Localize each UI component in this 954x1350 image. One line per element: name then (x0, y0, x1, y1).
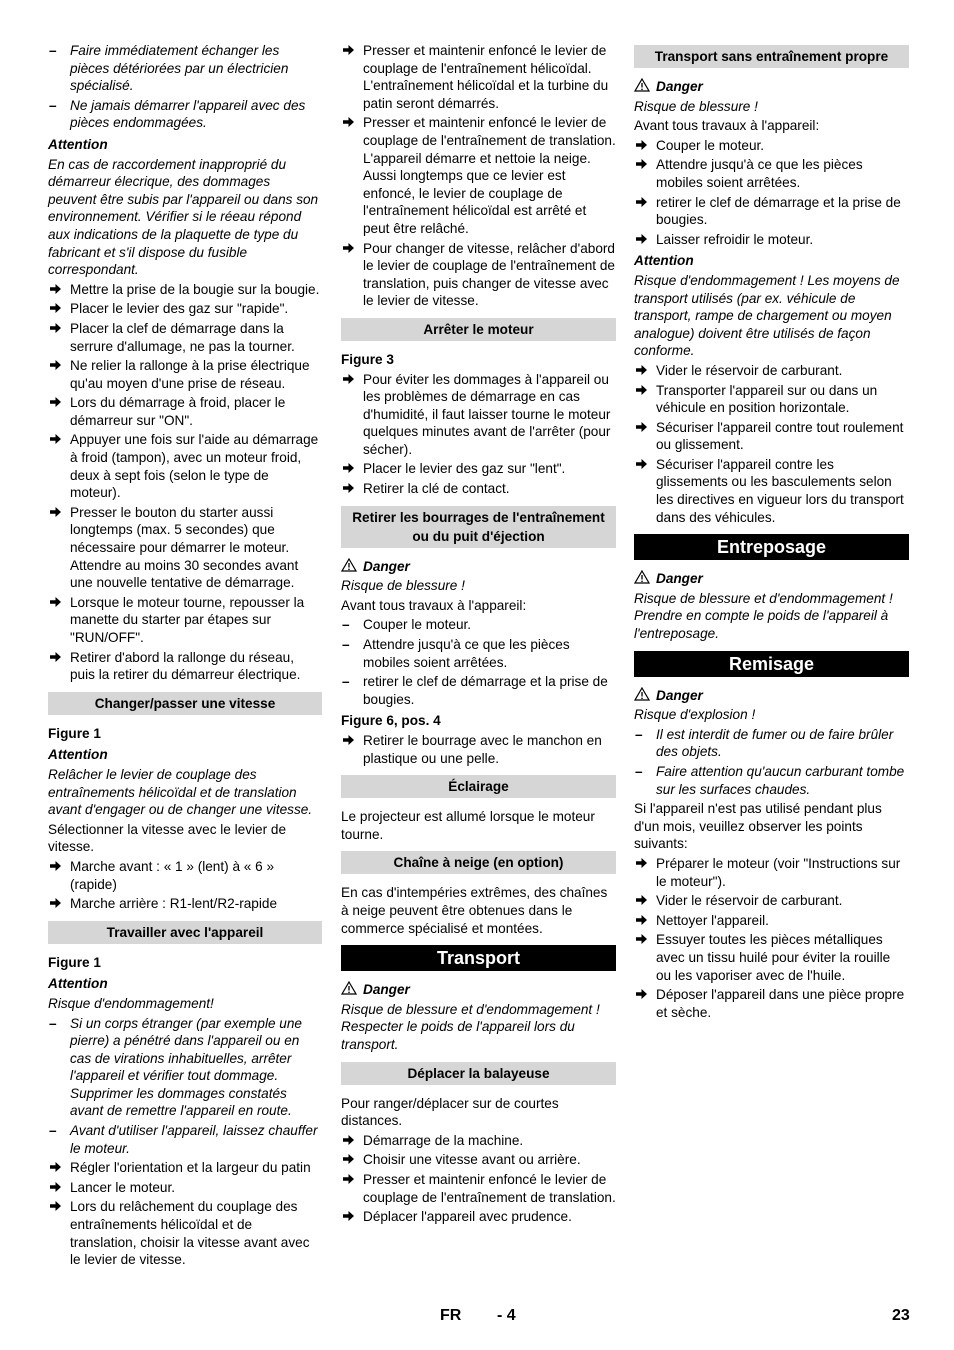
list-item-text: Démarrage de la machine. (363, 1132, 524, 1148)
dash-list (48, 42, 322, 132)
list-item (341, 636, 616, 671)
dash-bullet: – (49, 43, 57, 58)
list-item (634, 892, 909, 910)
list-item (634, 419, 909, 454)
list-item (48, 300, 322, 318)
arrow-bullet-icon (635, 362, 648, 380)
arrow-bullet-icon (342, 42, 355, 60)
heading-transport: Transport (341, 945, 616, 971)
list-item-text: Pour changer de vitesse, relâcher d'abord le levier de couplage de l'entraînement de translation, puis changer de vitesse avec le levier de vitesse. (363, 240, 615, 309)
danger-label (341, 558, 616, 576)
arrow-bullet-icon (342, 1171, 355, 1189)
danger-text: Risque de blessure et d'endommagement ! Prendre en compte le poids de l'appareil à l'entreposage. (634, 590, 893, 642)
danger-label (341, 981, 616, 999)
list-item-text: Faire attention qu'aucun carburant tombe sur les surfaces chaudes. (656, 764, 905, 797)
arrow-bullet-icon (49, 320, 62, 338)
danger-label (634, 687, 909, 705)
list-item (48, 431, 322, 501)
list-item-text: Ne jamais démarrer l'appareil avec des pièces endommagées. (70, 97, 306, 131)
list-item (341, 1208, 616, 1226)
list-item-text: Couper le moteur. (363, 617, 472, 633)
list-item (341, 616, 616, 634)
list-item-text: Régler l'orientation et la largeur du patin (70, 1160, 311, 1176)
list-item-text: Couper le moteur. (656, 137, 765, 153)
list-item (634, 156, 909, 191)
arrow-bullet-icon (49, 858, 62, 876)
list-item-text: Vider le réservoir de carburant. (656, 893, 843, 909)
list-item (341, 732, 616, 767)
list-item-text: Il est interdit de fumer ou de faire brûler des objets. (656, 726, 894, 760)
heading-arreter-moteur: Arrêter le moteur (341, 318, 616, 341)
list-item-text: Sécuriser l'appareil contre tout roulement ou glissement. (656, 419, 904, 453)
paragraph: Avant tous travaux à l'appareil: (341, 597, 527, 613)
danger-label-text: Danger (656, 687, 703, 703)
danger-text: Risque de blessure et d'endommagement ! Respecter le poids de l'appareil lors du transport. (341, 1001, 600, 1052)
list-item-text: Vider le réservoir de carburant. (656, 362, 843, 378)
arrow-bullet-icon (635, 456, 648, 474)
danger-text: Risque d'explosion ! (634, 707, 756, 723)
arrow-bullet-icon (49, 649, 62, 667)
list-item (341, 371, 616, 459)
warning-triangle-icon (341, 558, 357, 572)
heading-remisage: Remisage (634, 651, 909, 677)
arrow-bullet-icon (49, 300, 62, 318)
list-item-text: Avant d'utiliser l'appareil, laissez chauffer le moteur. (70, 1123, 318, 1156)
paragraph: Avant tous travaux à l'appareil: (634, 118, 820, 134)
footer-language: FR (440, 1307, 462, 1324)
arrow-bullet-icon (635, 912, 648, 930)
list-item (341, 480, 616, 498)
arrow-list (48, 858, 322, 913)
list-item (48, 858, 322, 893)
list-item (634, 986, 909, 1021)
arrow-list (48, 1159, 322, 1269)
list-item (341, 460, 616, 478)
danger-label-text: Danger (656, 79, 703, 94)
list-item (341, 1151, 616, 1169)
danger-label-text: Danger (656, 571, 703, 587)
list-item (48, 394, 322, 429)
arrow-bullet-icon (635, 231, 648, 249)
arrow-bullet-icon (49, 357, 62, 375)
arrow-bullet-icon (635, 855, 648, 873)
arrow-bullet-icon (635, 137, 648, 155)
figure-ref: Figure 3 (341, 351, 394, 367)
page-number: 23 (892, 1307, 910, 1324)
list-item-text: Préparer le moteur (voir "Instructions sur le moteur"). (656, 855, 901, 889)
list-item (341, 42, 616, 112)
arrow-bullet-icon (342, 732, 355, 750)
warning-triangle-icon (341, 981, 357, 995)
list-item-text: Déplacer l'appareil avec prudence. (363, 1209, 572, 1225)
list-item-text: Sécuriser l'appareil contre les glissements ou les basculements selon les directives en vigueur lors du transport dans des véhicules. (656, 456, 904, 525)
list-item (48, 1198, 322, 1268)
list-item-text: Presser et maintenir enfoncé le levier de couplage de l'entraînement de translation. L'appareil démarre et nettoie la neige. Aussi longtemps que ce levier est enfoncé, le levier de couplage de l'entraînement hélicoïdal est arrêté et peut être relâché. (363, 115, 616, 236)
arrow-list (341, 42, 616, 310)
list-item-text: Attendre jusqu'à ce que les pièces mobiles soient arrêtées. (363, 637, 570, 670)
list-item (634, 137, 909, 155)
list-item-text: Placer le levier des gaz sur "rapide". (70, 301, 289, 317)
arrow-bullet-icon (342, 480, 355, 498)
list-item-text: Lors du démarrage à froid, placer le démarreur sur "ON". (70, 395, 286, 428)
list-item-text: Retirer d'abord la rallonge du réseau, puis la retirer du démarreur électrique. (70, 649, 301, 683)
list-item (48, 649, 322, 684)
list-item-text: Transporter l'appareil sur ou dans un véhicule en position horizontale. (656, 382, 878, 416)
list-item-text: Essuyer toutes les pièces métalliques avec un tissu huilé pour éviter la rouille ou les vaporiser avec de l'huile. (656, 932, 891, 983)
list-item (48, 357, 322, 392)
arrow-bullet-icon (342, 1151, 355, 1169)
dash-list (341, 616, 616, 708)
dash-bullet: – (635, 726, 643, 742)
arrow-bullet-icon (635, 931, 648, 949)
arrow-bullet-icon (635, 986, 648, 1004)
list-item-text: Nettoyer l'appareil. (656, 912, 769, 928)
list-item-text: Retirer la clé de contact. (363, 481, 510, 497)
dash-bullet: – (342, 674, 350, 690)
attention-label: Attention (48, 136, 108, 152)
arrow-list (634, 137, 909, 249)
attention-text: En cas de raccordement inapproprié du démarreur élecrique, des dommages peuvent être subis par l'appareil ou dans son environnement. Vérifier si le réeau répond aux indications de la plaquette de type du fabricant et s'il dispose du fusible correspondant. (48, 156, 319, 278)
arrow-bullet-icon (49, 895, 62, 913)
arrow-bullet-icon (635, 382, 648, 400)
dash-list (634, 726, 909, 798)
heading-transport-sans-entrainement: Transport sans entraînement propre (634, 45, 909, 68)
heading-changer-vitesse: Changer/passer une vitesse (48, 692, 322, 715)
list-item-text: Retirer le bourrage avec le manchon en plastique ou une pelle. (363, 733, 602, 766)
arrow-bullet-icon (49, 504, 62, 522)
arrow-bullet-icon (49, 1198, 62, 1216)
figure-ref: Figure 1 (48, 954, 101, 970)
list-item (48, 1179, 322, 1197)
arrow-bullet-icon (635, 156, 648, 174)
heading-eclairage: Éclairage (341, 775, 616, 798)
list-item (48, 281, 322, 299)
figure-ref: Figure 1 (48, 725, 101, 741)
figure-ref: Figure 6, pos. 4 (341, 713, 441, 729)
list-item-text: Ne relier la rallonge à la prise électrique qu'au moyen d'une prise de réseau. (70, 358, 310, 391)
paragraph: Sélectionner la vitesse avec le levier de vitesse. (48, 821, 287, 855)
arrow-bullet-icon (635, 419, 648, 437)
heading-travailler: Travailler avec l'appareil (48, 921, 322, 944)
dash-bullet: – (49, 1123, 57, 1139)
list-item (634, 194, 909, 229)
list-item-text: Laisser refroidir le moteur. (656, 231, 814, 247)
list-item-text: Placer la clef de démarrage dans la serrure d'allumage, ne pas la tourner. (70, 320, 295, 354)
arrow-bullet-icon (342, 240, 355, 258)
arrow-bullet-icon (49, 1179, 62, 1197)
list-item-text: retirer le clef de démarrage et la prise de bougies. (363, 674, 608, 707)
heading-chaine-neige: Chaîne à neige (en option) (341, 851, 616, 874)
attention-text: Relâcher le levier de couplage des entraînements hélicoïdal et de translation avant d'engager ou de changer une vitesse. (48, 766, 313, 818)
list-item (48, 895, 322, 913)
list-item-text: Attendre jusqu'à ce que les pièces mobiles soient arrêtées. (656, 157, 863, 190)
list-item-text: Presser le bouton du starter aussi longtemps (max. 5 secondes) que nécessaire pour démarrer le moteur. Attendre au moins 30 secondes avant une nouvelle tentative de démarrage. (70, 504, 299, 591)
list-item-text: Si un corps étranger (par exemple une pierre) a pénétré dans l'appareil ou en cas de virations inhabituelles, arrêter l'appareil et vérifier tout dommage. Supprimer les dommages constatés avant de remettre l'appareil en route. (70, 1015, 302, 1119)
list-item-text: Presser et maintenir enfoncé le levier de couplage de l'entraînement hélicoïdal. L'entraînement hélicoïdal et la turbine du patin seront démarrés. (363, 43, 609, 111)
list-item (634, 763, 909, 798)
list-item-text: Lors du relâchement du couplage des entraînements hélicoïdal et de translation, choisir la vitesse avant avec le levier de vitesse. (70, 1199, 310, 1268)
list-item (634, 231, 909, 249)
list-item (341, 114, 616, 237)
heading-retirer-bourrages: Retirer les bourrages de l'entraînement ou du puit d'éjection (341, 506, 616, 548)
danger-label-text: Danger (363, 982, 410, 998)
list-item-text: Marche arrière : R1-lent/R2-rapide (70, 896, 278, 912)
warning-triangle-icon (634, 687, 650, 701)
list-item (341, 240, 616, 310)
list-item (634, 382, 909, 417)
list-item (48, 1159, 322, 1177)
arrow-bullet-icon (342, 114, 355, 132)
list-item-text: Mettre la prise de la bougie sur la bougie. (70, 281, 320, 297)
arrow-list (341, 371, 616, 498)
list-item-text: Presser et maintenir enfoncé le levier de couplage de l'entraînement de translation. (363, 1171, 616, 1205)
dash-bullet: – (49, 97, 57, 113)
heading-deplacer: Déplacer la balayeuse (341, 1062, 616, 1085)
list-item (634, 855, 909, 890)
list-item (48, 42, 322, 95)
paragraph: Si l'appareil n'est pas utilisé pendant plus d'un mois, veuillez observer les points suivants: (634, 801, 882, 852)
list-item (48, 97, 322, 132)
footer-section: - 4 (497, 1307, 516, 1324)
list-item (341, 673, 616, 708)
danger-label (634, 570, 909, 588)
dash-bullet: – (635, 764, 643, 779)
list-item (341, 1132, 616, 1150)
column-right (634, 42, 909, 1023)
arrow-bullet-icon (49, 394, 62, 412)
arrow-list (341, 732, 616, 767)
dash-bullet: – (342, 617, 350, 633)
list-item (341, 1171, 616, 1206)
arrow-bullet-icon (49, 594, 62, 612)
paragraph: Pour ranger/déplacer sur de courtes distances. (341, 1095, 559, 1129)
arrow-bullet-icon (49, 1159, 62, 1177)
list-item-text: Lorsque le moteur tourne, repousser la manette du starter par étapes sur "RUN/OFF". (70, 594, 305, 645)
arrow-list (48, 281, 322, 684)
list-item (48, 1122, 322, 1157)
danger-text: Risque de blessure ! (341, 578, 465, 594)
arrow-list (634, 362, 909, 526)
attention-text: Risque d'endommagement! (48, 995, 214, 1011)
list-item (634, 726, 909, 761)
column-middle (341, 42, 616, 1228)
attention-label: Attention (48, 976, 108, 992)
attention-label: Attention (634, 253, 694, 269)
paragraph: Le projecteur est allumé lorsque le moteur tourne. (341, 809, 595, 842)
list-item (634, 912, 909, 930)
attention-label: Attention (48, 747, 108, 763)
list-item (634, 362, 909, 380)
dash-bullet: – (342, 637, 350, 653)
list-item (48, 1015, 322, 1121)
list-item-text: Appuyer une fois sur l'aide au démarrage à froid (tampon), avec un moteur froid, deux à sept fois (selon le type de moteur). (70, 432, 319, 501)
list-item (634, 931, 909, 984)
paragraph: En cas d'intempéries extrêmes, des chaînes à neige peuvent être obtenues dans le commerce spécialisé et montées. (341, 885, 608, 936)
danger-label (634, 78, 909, 96)
arrow-bullet-icon (342, 1132, 355, 1150)
list-item-text: Placer le levier des gaz sur "lent". (363, 461, 566, 477)
list-item-text: Pour éviter les dommages à l'appareil ou les problèmes de démarrage en cas d'humidité, il faut laisser tourne le moteur quelques minutes avant de l'arrêter (pour sécher). (363, 371, 611, 457)
list-item-text: Déposer l'appareil dans une pièce propre et sèche. (656, 987, 905, 1020)
danger-label-text: Danger (363, 558, 410, 574)
arrow-bullet-icon (49, 431, 62, 449)
warning-triangle-icon (634, 78, 650, 92)
list-item-text: Lancer le moteur. (70, 1179, 176, 1195)
list-item-text: Faire immédiatement échanger les pièces détériorées par un électricien spécialisé. (70, 43, 289, 94)
list-item (634, 456, 909, 526)
list-item (48, 504, 322, 592)
list-item-text: Marche avant : « 1 » (lent) à « 6 » (rapide) (70, 858, 275, 892)
danger-text: Risque de blessure ! (634, 98, 758, 114)
arrow-bullet-icon (635, 194, 648, 212)
dash-bullet: – (49, 1015, 57, 1031)
heading-entreposage: Entreposage (634, 534, 909, 560)
arrow-bullet-icon (49, 281, 62, 299)
arrow-list (634, 855, 909, 1021)
list-item-text: Choisir une vitesse avant ou arrière. (363, 1152, 581, 1168)
column-left (48, 42, 322, 1271)
list-item (48, 320, 322, 355)
arrow-list (341, 1132, 616, 1226)
arrow-bullet-icon (342, 371, 355, 389)
list-item-text: retirer le clef de démarrage et la prise de bougies. (656, 194, 901, 228)
attention-text: Risque d'endommagement ! Les moyens de transport utilisés (par ex. véhicule de transport, rampe de chargement ou moyen analogue) doivent être utilisés de façon conforme. (634, 272, 900, 359)
dash-list (48, 1015, 322, 1158)
arrow-bullet-icon (342, 1208, 355, 1226)
warning-triangle-icon (634, 570, 650, 584)
arrow-bullet-icon (635, 892, 648, 910)
list-item (48, 594, 322, 647)
arrow-bullet-icon (342, 460, 355, 478)
